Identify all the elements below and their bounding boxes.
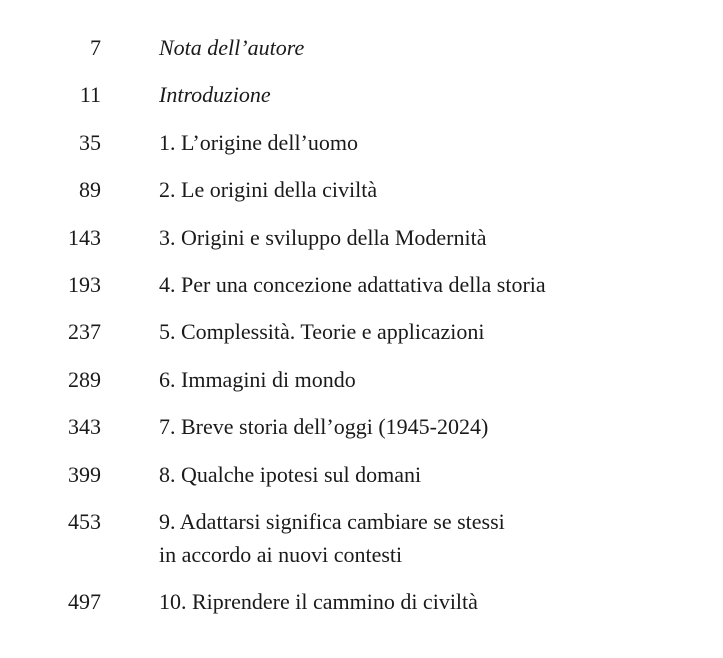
toc-entry — [0, 363, 723, 396]
chapter-title: 2. Le origini della civiltà — [159, 177, 378, 203]
chapter-title: 10. Riprendere il cammino di civiltà — [159, 589, 478, 615]
toc-entry — [0, 221, 723, 254]
page-number: 11 — [79, 82, 101, 108]
chapter-title: 5. Complessità. Teorie e applicazioni — [159, 319, 485, 345]
chapter-title: 7. Breve storia dell’oggi (1945-2024) — [159, 414, 489, 440]
page-number: 289 — [68, 366, 101, 392]
toc-entry — [0, 315, 723, 348]
toc-entry — [0, 31, 723, 64]
chapter-title: 4. Per una concezione adattativa della storia — [159, 271, 546, 297]
chapter-title-line-2: in accordo ai nuovi contesti — [159, 541, 403, 567]
chapter-title — [159, 505, 505, 571]
page-number: 237 — [68, 319, 101, 345]
page-number: 143 — [68, 224, 101, 250]
toc-entry — [0, 126, 723, 159]
chapter-title: 1. L’origine dell’uomo — [159, 129, 358, 155]
page-number: 399 — [68, 461, 101, 487]
toc-entry — [0, 410, 723, 443]
page-number: 343 — [68, 414, 101, 440]
chapter-title: Introduzione — [159, 82, 271, 108]
page-number: 497 — [68, 589, 101, 615]
toc-entry — [0, 585, 723, 618]
toc-entry — [0, 505, 723, 571]
page-number: 35 — [79, 129, 101, 155]
chapter-title-line-1: 9. Adattarsi significa cambiare se stessi — [159, 508, 505, 534]
toc-entry — [0, 458, 723, 491]
toc-entry — [0, 78, 723, 111]
page-number: 453 — [68, 508, 101, 534]
toc-entry — [0, 268, 723, 301]
chapter-title: 6. Immagini di mondo — [159, 366, 356, 392]
page-number: 7 — [90, 35, 101, 60]
chapter-title: Nota dell’autore — [159, 35, 305, 60]
page-number: 89 — [79, 177, 101, 203]
chapter-title: 3. Origini e sviluppo della Modernità — [159, 224, 487, 250]
chapter-title: 8. Qualche ipotesi sul domani — [159, 461, 422, 487]
toc-entry — [0, 173, 723, 206]
page-number: 193 — [68, 271, 101, 297]
